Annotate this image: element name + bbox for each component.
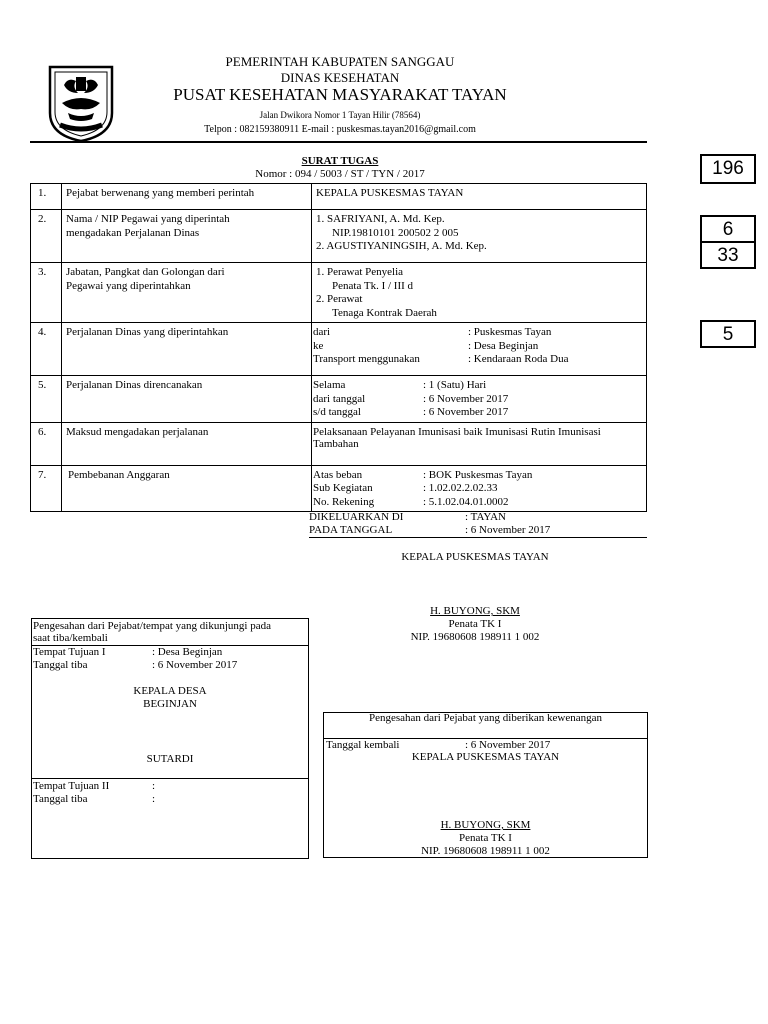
issued-date-value: : 6 November 2017: [465, 524, 551, 536]
institution-name: PUSAT KESEHATAN MASYARAKAT TAYAN: [173, 85, 507, 104]
signatory-position: KEPALA PUSKESMAS TAYAN: [401, 551, 549, 563]
row-description: [62, 263, 312, 323]
value: : Puskesmas Tayan: [468, 326, 552, 338]
assignment-table: [30, 183, 647, 512]
value: : 5.1.02.04.01.0002: [423, 495, 509, 508]
issued-place-value: : TAYAN: [465, 511, 506, 523]
description-line: Pembebanan Anggaran: [68, 468, 170, 481]
row-value: [312, 323, 647, 376]
key-value: [313, 340, 642, 354]
table-row: [31, 184, 647, 210]
value-line: 1. Perawat Penyelia: [316, 266, 404, 278]
destination-2-value: :: [152, 780, 156, 792]
table-row: [31, 210, 647, 263]
description-line: Maksud mengadakan perjalanan: [66, 425, 209, 438]
key: No. Rekening: [313, 495, 375, 508]
authority-nip: NIP. 19680608 198911 1 002: [421, 845, 550, 857]
value: : Kendaraan Roda Dua: [468, 353, 569, 365]
arrival-2-value: :: [152, 793, 156, 805]
signatory-rank: Penata TK I: [448, 618, 502, 630]
row-value: [312, 422, 647, 465]
value-line: NIP.19810101 200502 2 005: [332, 226, 459, 239]
value: : 6 November 2017: [423, 392, 509, 405]
description-line: Pejabat berwenang yang memberi perintah: [66, 187, 255, 199]
signatory-nip: NIP. 19680608 198911 1 002: [410, 631, 540, 643]
value: : BOK Puskesmas Tayan: [423, 468, 533, 481]
row-value: [312, 210, 647, 263]
description-line: Jabatan, Pangkat dan Golongan dari: [66, 266, 225, 278]
value-line: Penata Tk. I / III d: [332, 279, 414, 292]
arrival-2-label: Tanggal tiba: [33, 793, 88, 805]
destination-1-value: : Desa Beginjan: [152, 646, 223, 658]
visit-box-heading: Pengesahan dari Pejabat/tempat yang dikunjungi pada saat tiba/kembali: [33, 620, 271, 644]
row-value: [312, 465, 647, 512]
destination-1-label: Tempat Tujuan I: [33, 646, 106, 658]
row-value: [312, 376, 647, 423]
row-number: 5.: [31, 376, 62, 423]
key: ke: [313, 339, 324, 352]
side-number-box: 33: [700, 241, 756, 269]
value-line: 2. Perawat: [316, 293, 363, 305]
side-number-box: 5: [700, 320, 756, 348]
key-value: [313, 326, 642, 340]
key: Selama: [313, 379, 346, 391]
document-number: Nomor : 094 / 5003 / ST / TYN / 2017: [255, 168, 425, 180]
authority-box-heading: Pengesahan dari Pejabat yang diberikan kewenangan: [368, 712, 603, 724]
value-line: 2. AGUSTIYANINGSIH, A. Md. Kep.: [316, 240, 487, 252]
row-description: [62, 323, 312, 376]
description-line: Perjalanan Dinas yang diperintahkan: [66, 326, 229, 338]
address: Jalan Dwikora Nomor 1 Tayan Hilir (78564): [259, 110, 421, 120]
regency-logo: [46, 63, 116, 143]
value: : 6 November 2017: [423, 406, 509, 418]
row-number: 1.: [31, 184, 62, 210]
description-line: Pegawai yang diperintahkan: [66, 279, 191, 292]
key: Sub Kegiatan: [313, 482, 373, 494]
row-description: [62, 422, 312, 465]
header-divider: [30, 141, 647, 143]
description-line: Nama / NIP Pegawai yang diperintah: [66, 213, 230, 225]
value-line: Tenaga Kontrak Daerah: [332, 306, 437, 319]
village-head-name: SUTARDI: [146, 753, 194, 765]
row-description: [62, 465, 312, 512]
arrival-1-label: Tanggal tiba: [33, 659, 88, 671]
row-number: 4.: [31, 323, 62, 376]
row-description: [62, 184, 312, 210]
value-line: KEPALA PUSKESMAS TAYAN: [316, 187, 464, 199]
key: Atas beban: [313, 468, 363, 481]
description-line: Perjalanan Dinas direncanakan: [66, 379, 203, 391]
row-number: 2.: [31, 210, 62, 263]
issued-divider: [309, 537, 647, 538]
issued-place-label: DIKELUARKAN DI: [309, 511, 404, 523]
authority-position: KEPALA PUSKESMAS TAYAN: [411, 751, 560, 763]
value-line: Tambahan: [313, 437, 359, 450]
key-value: [313, 496, 642, 510]
government-name: PEMERINTAH KABUPATEN SANGGAU: [225, 54, 455, 69]
document-title: SURAT TUGAS: [301, 155, 379, 167]
side-number-box: 196: [700, 154, 756, 184]
side-number-box: 6: [700, 215, 756, 243]
department-name: DINAS KESEHATAN: [280, 70, 400, 85]
contact-info: Telpon : 082159380911 E-mail : puskesmas.tayan2016@gmail.com: [204, 124, 476, 135]
village-head-title: KEPALA DESA: [133, 685, 207, 697]
row-description: [62, 376, 312, 423]
return-date-value: : 6 November 2017: [465, 739, 551, 751]
key-value: [313, 482, 642, 496]
authority-rank: Penata TK I: [459, 832, 512, 844]
key-value: [313, 353, 642, 367]
key-value: [313, 379, 642, 393]
value: : Desa Beginjan: [468, 339, 539, 352]
row-number: 3.: [31, 263, 62, 323]
table-row: [31, 465, 647, 512]
row-value: [312, 263, 647, 323]
key-value: [313, 406, 642, 420]
issued-date-label: PADA TANGGAL: [309, 524, 393, 536]
key-value: [313, 393, 642, 407]
authority-name: H. BUYONG, SKM: [440, 819, 531, 831]
row-description: [62, 210, 312, 263]
row-number: 7.: [31, 465, 62, 512]
row-number: 6.: [31, 422, 62, 465]
arrival-1-value: : 6 November 2017: [152, 659, 238, 671]
return-date-label: Tanggal kembali: [326, 739, 400, 751]
key: s/d tanggal: [313, 406, 361, 418]
key-value: [313, 469, 642, 483]
visit-box-divider: [31, 778, 309, 779]
description-line: mengadakan Perjalanan Dinas: [66, 226, 200, 239]
table-row: [31, 323, 647, 376]
table-row: [31, 376, 647, 423]
row-value: [312, 184, 647, 210]
value: : 1.02.02.2.02.33: [423, 482, 498, 494]
key: Transport menggunakan: [313, 353, 420, 365]
value: : 1 (Satu) Hari: [423, 379, 487, 391]
table-row: [31, 263, 647, 323]
key: dari tanggal: [313, 392, 366, 405]
signatory-name: H. BUYONG, SKM: [430, 605, 520, 617]
value-line: Pelaksanaan Pelayanan Imunisasi baik Imunisasi Rutin Imunisasi: [313, 425, 601, 438]
destination-2-label: Tempat Tujuan II: [33, 780, 110, 792]
village-name: BEGINJAN: [143, 698, 197, 710]
table-row: [31, 422, 647, 465]
key: dari: [313, 326, 331, 338]
value-line: 1. SAFRIYANI, A. Md. Kep.: [316, 213, 445, 225]
